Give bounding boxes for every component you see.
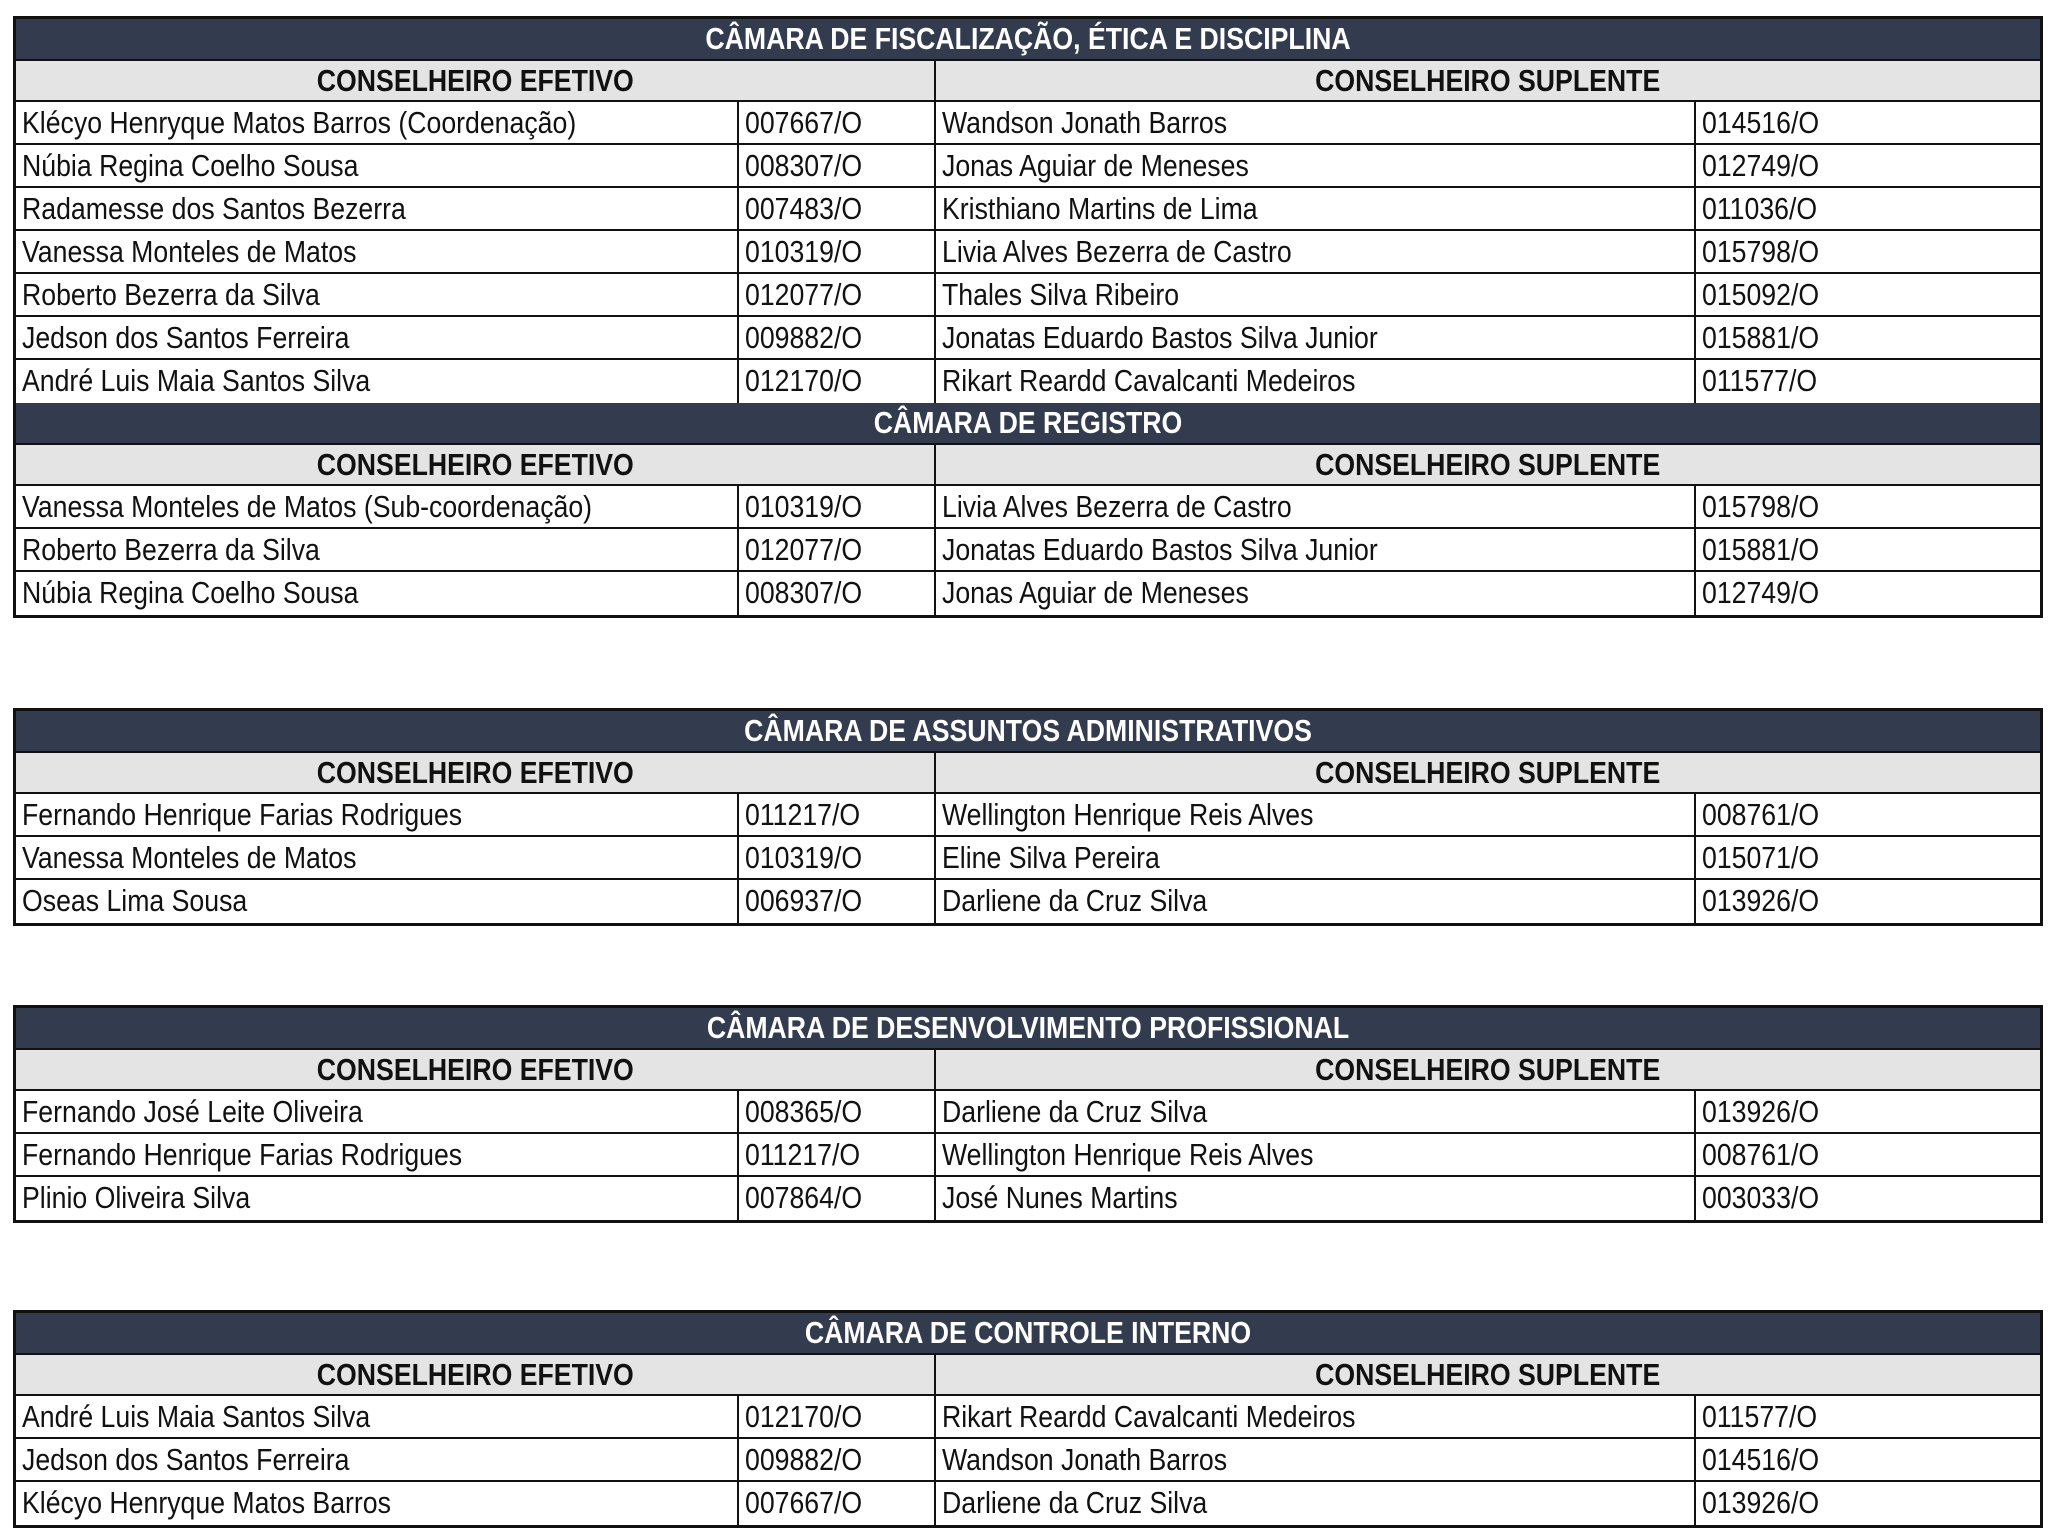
- column-header-row: [16, 445, 2040, 486]
- chamber-title-bar: [16, 403, 2040, 445]
- efetivo-name-cell: [16, 274, 739, 315]
- efetivo-name-cell: [16, 360, 739, 403]
- header-efetivo: [16, 1050, 936, 1089]
- efetivo-registration: 011217/O: [745, 797, 861, 832]
- suplente-name: Wellington Henrique Reis Alves: [942, 797, 1314, 832]
- column-header-row: [16, 1355, 2040, 1396]
- suplente-name-cell: [936, 188, 1696, 229]
- efetivo-registration: 008307/O: [745, 575, 863, 610]
- table-row: [16, 360, 2040, 403]
- suplente-name-cell: [936, 1439, 1696, 1480]
- suplente-name: Jonas Aguiar de Meneses: [942, 148, 1249, 183]
- efetivo-name-cell: [16, 188, 739, 229]
- chamber-title: CÂMARA DE FISCALIZAÇÃO, ÉTICA E DISCIPLINA: [158, 19, 1899, 59]
- member-rows: [16, 102, 2040, 403]
- efetivo-registration-cell: [739, 1177, 936, 1220]
- efetivo-registration-cell: [739, 1482, 936, 1525]
- suplente-name: Kristhiano Martins de Lima: [942, 191, 1258, 226]
- suplente-name: Darliene da Cruz Silva: [942, 1094, 1208, 1129]
- table-row: [16, 486, 2040, 529]
- council-table-4: [13, 1310, 2043, 1528]
- council-table-1: [13, 16, 2043, 618]
- suplente-registration-cell: [1696, 529, 2040, 570]
- chamber-title-bar: [16, 1313, 2040, 1355]
- suplente-registration: 011577/O: [1702, 1399, 1818, 1434]
- suplente-name-cell: [936, 274, 1696, 315]
- table-row: [16, 188, 2040, 231]
- suplente-name-cell: [936, 837, 1696, 878]
- table-row: [16, 231, 2040, 274]
- efetivo-registration-cell: [739, 274, 936, 315]
- suplente-name: Thales Silva Ribeiro: [942, 277, 1180, 312]
- member-rows: [16, 486, 2040, 615]
- efetivo-name-cell: [16, 1091, 739, 1132]
- suplente-name-cell: [936, 1177, 1696, 1220]
- efetivo-registration-cell: [739, 1091, 936, 1132]
- suplente-registration-cell: [1696, 1439, 2040, 1480]
- efetivo-registration-cell: [739, 360, 936, 403]
- table-row: [16, 837, 2040, 880]
- efetivo-registration-cell: [739, 102, 936, 143]
- suplente-registration: 013926/O: [1702, 1485, 1820, 1520]
- efetivo-name: Vanessa Monteles de Matos: [22, 840, 357, 875]
- efetivo-name-cell: [16, 572, 739, 615]
- suplente-name: Jonatas Eduardo Bastos Silva Junior: [942, 532, 1378, 567]
- suplente-registration: 015798/O: [1702, 234, 1820, 269]
- suplente-name: Wellington Henrique Reis Alves: [942, 1137, 1314, 1172]
- suplente-name-cell: [936, 231, 1696, 272]
- efetivo-name-cell: [16, 1396, 739, 1437]
- column-header-row: [16, 753, 2040, 794]
- suplente-name: Livia Alves Bezerra de Castro: [942, 489, 1292, 524]
- suplente-registration-cell: [1696, 360, 2040, 403]
- suplente-registration: 015798/O: [1702, 489, 1820, 524]
- member-rows: [16, 794, 2040, 923]
- suplente-name-cell: [936, 360, 1696, 403]
- suplente-name-cell: [936, 102, 1696, 143]
- efetivo-registration: 008307/O: [745, 148, 863, 183]
- header-suplente-label: CONSELHEIRO SUPLENTE: [1315, 63, 1661, 98]
- efetivo-registration-cell: [739, 1134, 936, 1175]
- suplente-name-cell: [936, 317, 1696, 358]
- efetivo-name: Oseas Lima Sousa: [22, 883, 248, 918]
- table-row: [16, 102, 2040, 145]
- suplente-registration-cell: [1696, 102, 2040, 143]
- suplente-name: Rikart Reardd Cavalcanti Medeiros: [942, 1399, 1356, 1434]
- efetivo-name: Roberto Bezerra da Silva: [22, 277, 320, 312]
- suplente-name-cell: [936, 794, 1696, 835]
- suplente-registration: 014516/O: [1702, 1442, 1820, 1477]
- table-row: [16, 317, 2040, 360]
- chamber-title-bar: [16, 19, 2040, 61]
- header-suplente-label: CONSELHEIRO SUPLENTE: [1315, 1052, 1661, 1087]
- efetivo-name: Vanessa Monteles de Matos (Sub-coordenação): [22, 489, 593, 524]
- header-efetivo-label: CONSELHEIRO EFETIVO: [316, 63, 634, 98]
- efetivo-name-cell: [16, 794, 739, 835]
- suplente-registration-cell: [1696, 188, 2040, 229]
- efetivo-registration: 011217/O: [745, 1137, 861, 1172]
- efetivo-registration: 007667/O: [745, 1485, 863, 1520]
- suplente-registration-cell: [1696, 231, 2040, 272]
- suplente-registration-cell: [1696, 274, 2040, 315]
- header-efetivo: [16, 61, 936, 100]
- table-row: [16, 529, 2040, 572]
- efetivo-registration: 012077/O: [745, 532, 863, 567]
- header-suplente: [936, 753, 2040, 792]
- suplente-name-cell: [936, 572, 1696, 615]
- table-row: [16, 1134, 2040, 1177]
- suplente-name-cell: [936, 145, 1696, 186]
- efetivo-registration: 007483/O: [745, 191, 863, 226]
- efetivo-name: Plinio Oliveira Silva: [22, 1180, 251, 1215]
- suplente-name: Jonas Aguiar de Meneses: [942, 575, 1249, 610]
- header-efetivo: [16, 753, 936, 792]
- suplente-registration-cell: [1696, 317, 2040, 358]
- chamber-title: CÂMARA DE CONTROLE INTERNO: [158, 1313, 1899, 1353]
- chamber-title-bar: [16, 711, 2040, 753]
- header-efetivo: [16, 445, 936, 484]
- suplente-registration: 012749/O: [1702, 575, 1820, 610]
- suplente-registration-cell: [1696, 837, 2040, 878]
- efetivo-registration-cell: [739, 572, 936, 615]
- suplente-registration-cell: [1696, 794, 2040, 835]
- efetivo-name: Roberto Bezerra da Silva: [22, 532, 320, 567]
- suplente-name-cell: [936, 486, 1696, 527]
- efetivo-name-cell: [16, 529, 739, 570]
- chamber-title: CÂMARA DE ASSUNTOS ADMINISTRATIVOS: [158, 711, 1899, 751]
- efetivo-registration: 012170/O: [745, 363, 863, 398]
- header-efetivo-label: CONSELHEIRO EFETIVO: [316, 1052, 634, 1087]
- suplente-registration: 008761/O: [1702, 1137, 1820, 1172]
- efetivo-registration: 006937/O: [745, 883, 863, 918]
- suplente-registration-cell: [1696, 1396, 2040, 1437]
- member-rows: [16, 1396, 2040, 1525]
- suplente-registration-cell: [1696, 1134, 2040, 1175]
- chamber-title: CÂMARA DE DESENVOLVIMENTO PROFISSIONAL: [158, 1008, 1899, 1048]
- table-row: [16, 572, 2040, 615]
- header-efetivo-label: CONSELHEIRO EFETIVO: [316, 1357, 634, 1392]
- efetivo-name: Klécyo Henryque Matos Barros (Coordenação): [22, 105, 577, 140]
- efetivo-name: Fernando Henrique Farias Rodrigues: [22, 1137, 463, 1172]
- efetivo-registration-cell: [739, 145, 936, 186]
- suplente-name: José Nunes Martins: [942, 1180, 1178, 1215]
- header-suplente: [936, 1355, 2040, 1394]
- efetivo-registration: 010319/O: [745, 234, 863, 269]
- header-efetivo: [16, 1355, 936, 1394]
- suplente-registration: 014516/O: [1702, 105, 1820, 140]
- efetivo-name-cell: [16, 317, 739, 358]
- table-row: [16, 1482, 2040, 1525]
- efetivo-registration: 009882/O: [745, 320, 863, 355]
- efetivo-name: Jedson dos Santos Ferreira: [22, 320, 350, 355]
- suplente-name-cell: [936, 1396, 1696, 1437]
- efetivo-registration: 012170/O: [745, 1399, 863, 1434]
- efetivo-registration: 010319/O: [745, 489, 863, 524]
- suplente-name: Wandson Jonath Barros: [942, 1442, 1228, 1477]
- table-row: [16, 1177, 2040, 1220]
- suplente-registration-cell: [1696, 1482, 2040, 1525]
- suplente-registration: 015881/O: [1702, 320, 1820, 355]
- suplente-name-cell: [936, 1091, 1696, 1132]
- efetivo-name: Fernando José Leite Oliveira: [22, 1094, 363, 1129]
- header-suplente-label: CONSELHEIRO SUPLENTE: [1315, 1357, 1661, 1392]
- suplente-registration-cell: [1696, 1177, 2040, 1220]
- suplente-registration: 013926/O: [1702, 1094, 1820, 1129]
- council-table-2: [13, 708, 2043, 926]
- suplente-name: Wandson Jonath Barros: [942, 105, 1228, 140]
- efetivo-registration-cell: [739, 1439, 936, 1480]
- efetivo-name-cell: [16, 102, 739, 143]
- efetivo-registration-cell: [739, 1396, 936, 1437]
- efetivo-registration-cell: [739, 794, 936, 835]
- suplente-registration-cell: [1696, 572, 2040, 615]
- suplente-registration: 013926/O: [1702, 883, 1820, 918]
- table-row: [16, 1439, 2040, 1482]
- efetivo-registration: 010319/O: [745, 840, 863, 875]
- header-suplente: [936, 61, 2040, 100]
- efetivo-name-cell: [16, 1439, 739, 1480]
- suplente-name-cell: [936, 529, 1696, 570]
- suplente-registration: 015071/O: [1702, 840, 1820, 875]
- column-header-row: [16, 61, 2040, 102]
- chamber-title-bar: [16, 1008, 2040, 1050]
- suplente-registration-cell: [1696, 486, 2040, 527]
- table-row: [16, 880, 2040, 923]
- efetivo-registration: 007864/O: [745, 1180, 863, 1215]
- efetivo-registration-cell: [739, 188, 936, 229]
- efetivo-registration: 009882/O: [745, 1442, 863, 1477]
- efetivo-name: Radamesse dos Santos Bezerra: [22, 191, 406, 226]
- suplente-registration: 011036/O: [1702, 191, 1818, 226]
- table-row: [16, 145, 2040, 188]
- table-row: [16, 1091, 2040, 1134]
- efetivo-name: André Luis Maia Santos Silva: [22, 363, 371, 398]
- efetivo-name: Vanessa Monteles de Matos: [22, 234, 357, 269]
- efetivo-name-cell: [16, 1177, 739, 1220]
- suplente-name-cell: [936, 1482, 1696, 1525]
- efetivo-name-cell: [16, 837, 739, 878]
- suplente-name: Livia Alves Bezerra de Castro: [942, 234, 1292, 269]
- efetivo-registration: 008365/O: [745, 1094, 863, 1129]
- suplente-name: Eline Silva Pereira: [942, 840, 1160, 875]
- suplente-registration: 012749/O: [1702, 148, 1820, 183]
- suplente-registration-cell: [1696, 880, 2040, 923]
- suplente-registration: 003033/O: [1702, 1180, 1820, 1215]
- suplente-name-cell: [936, 1134, 1696, 1175]
- efetivo-registration-cell: [739, 880, 936, 923]
- suplente-registration-cell: [1696, 1091, 2040, 1132]
- suplente-name-cell: [936, 880, 1696, 923]
- suplente-registration: 015881/O: [1702, 532, 1820, 567]
- header-suplente: [936, 1050, 2040, 1089]
- suplente-name: Darliene da Cruz Silva: [942, 883, 1208, 918]
- efetivo-name: Klécyo Henryque Matos Barros: [22, 1485, 391, 1520]
- header-suplente: [936, 445, 2040, 484]
- efetivo-registration-cell: [739, 529, 936, 570]
- header-suplente-label: CONSELHEIRO SUPLENTE: [1315, 755, 1661, 790]
- header-suplente-label: CONSELHEIRO SUPLENTE: [1315, 447, 1661, 482]
- efetivo-registration: 007667/O: [745, 105, 863, 140]
- chamber-title: CÂMARA DE REGISTRO: [158, 403, 1899, 443]
- efetivo-registration-cell: [739, 486, 936, 527]
- suplente-registration: 015092/O: [1702, 277, 1820, 312]
- council-table-3: [13, 1005, 2043, 1223]
- header-efetivo-label: CONSELHEIRO EFETIVO: [316, 447, 634, 482]
- efetivo-registration-cell: [739, 317, 936, 358]
- efetivo-registration: 012077/O: [745, 277, 863, 312]
- efetivo-name: Fernando Henrique Farias Rodrigues: [22, 797, 463, 832]
- efetivo-name: Núbia Regina Coelho Sousa: [22, 148, 359, 183]
- column-header-row: [16, 1050, 2040, 1091]
- suplente-name: Darliene da Cruz Silva: [942, 1485, 1208, 1520]
- efetivo-name-cell: [16, 1482, 739, 1525]
- efetivo-name: André Luis Maia Santos Silva: [22, 1399, 371, 1434]
- suplente-name: Jonatas Eduardo Bastos Silva Junior: [942, 320, 1378, 355]
- efetivo-name-cell: [16, 231, 739, 272]
- suplente-name: Rikart Reardd Cavalcanti Medeiros: [942, 363, 1356, 398]
- efetivo-name: Jedson dos Santos Ferreira: [22, 1442, 350, 1477]
- efetivo-name-cell: [16, 880, 739, 923]
- header-efetivo-label: CONSELHEIRO EFETIVO: [316, 755, 634, 790]
- efetivo-registration-cell: [739, 231, 936, 272]
- efetivo-registration-cell: [739, 837, 936, 878]
- efetivo-name-cell: [16, 486, 739, 527]
- table-row: [16, 1396, 2040, 1439]
- efetivo-name: Núbia Regina Coelho Sousa: [22, 575, 359, 610]
- suplente-registration: 008761/O: [1702, 797, 1820, 832]
- table-row: [16, 274, 2040, 317]
- member-rows: [16, 1091, 2040, 1220]
- table-row: [16, 794, 2040, 837]
- suplente-registration-cell: [1696, 145, 2040, 186]
- suplente-registration: 011577/O: [1702, 363, 1818, 398]
- efetivo-name-cell: [16, 145, 739, 186]
- efetivo-name-cell: [16, 1134, 739, 1175]
